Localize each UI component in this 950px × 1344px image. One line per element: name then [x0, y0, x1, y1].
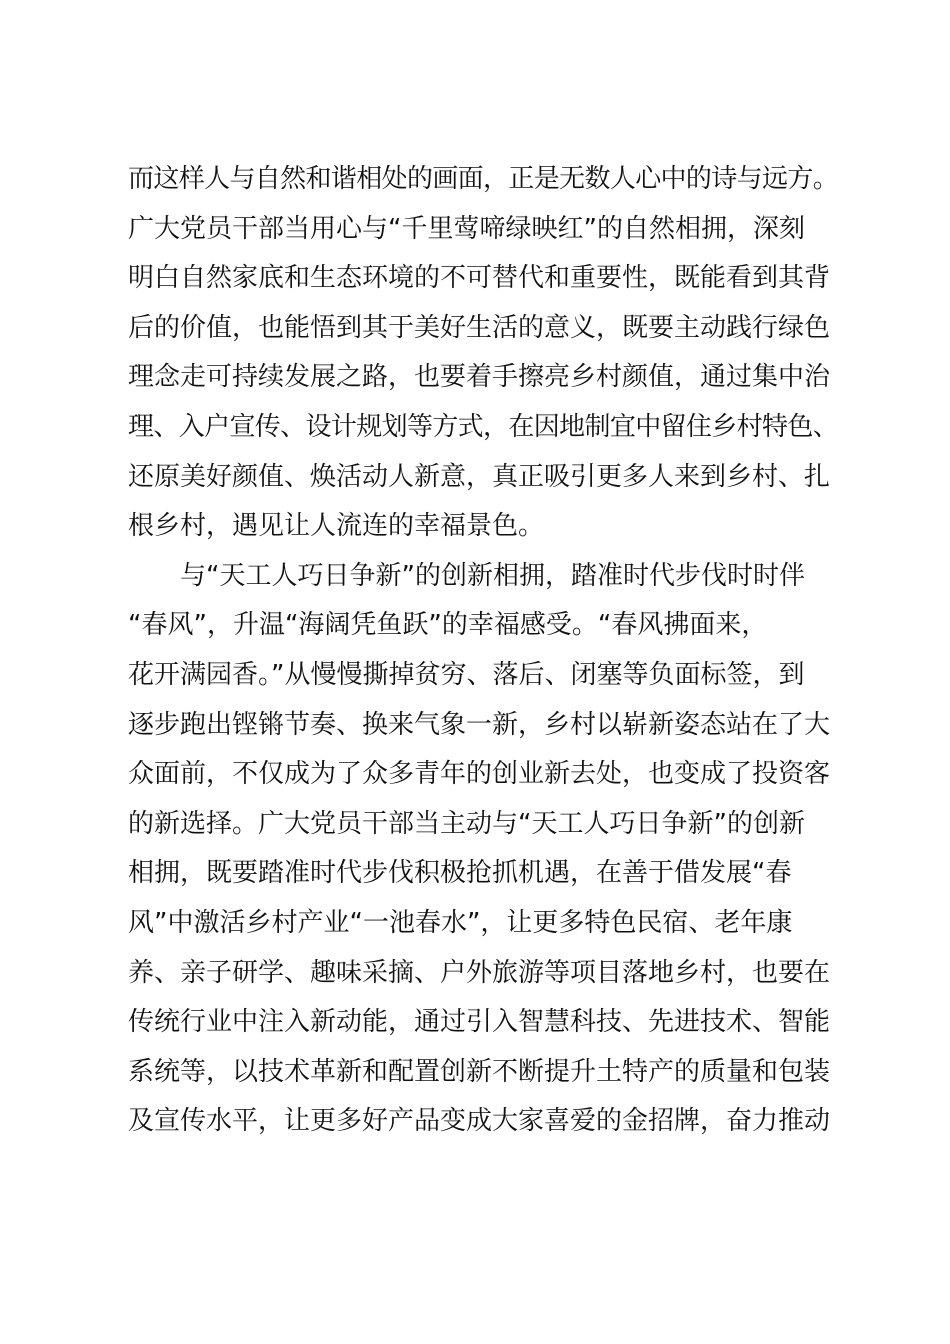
text-line: 系统等，以技术革新和配置创新不断提升土特产的质量和包装 — [128, 1056, 831, 1087]
text-line: 及宣传水平，让更多好产品变成大家喜爱的金招牌，奋力推动 — [128, 1106, 831, 1137]
text-line: 养、亲子研学、趣味采摘、户外旅游等项目落地乡村，也要在 — [128, 957, 831, 988]
text-line: 的新选择。广大党员干部当主动与“天工人巧日争新”的创新 — [128, 808, 805, 839]
text-line: 理、入户宣传、设计规划等方式，在因地制宜中留住乡村特色、 — [128, 411, 839, 442]
text-line: 逐步跑出铿锵节奏、换来气象一新，乡村以崭新姿态站在了大 — [128, 709, 831, 740]
body-text — [128, 155, 838, 1147]
text-line: “春风”，升温“海阔凭鱼跃”的幸福感受。“春风拂面来， — [128, 610, 768, 641]
text-line: 风”中激活乡村产业“一池春水”，让更多特色民宿、老年康 — [128, 907, 793, 938]
text-line: 还原美好颜值、焕活动人新意，真正吸引更多人来到乡村、扎 — [128, 461, 831, 492]
paragraph-start-line: 与“天工人巧日争新”的创新相拥，踏准时代步伐时时伴 — [180, 560, 805, 591]
text-line: 广大党员干部当用心与“千里莺啼绿映红”的自然相拥，深刻 — [128, 213, 805, 244]
text-line: 根乡村，遇见让人流连的幸福景色。 — [128, 511, 545, 542]
text-line: 传统行业中注入新动能，通过引入智慧科技、先进技术、智能 — [128, 1007, 831, 1038]
text-line: 花开满园香。”从慢慢撕掉贫穷、落后、闭塞等负面标签，到 — [128, 659, 805, 690]
text-line: 众面前，不仅成为了众多青年的创业新去处，也变成了投资客 — [128, 759, 831, 790]
text-line: 后的价值，也能悟到其于美好生活的意义，既要主动践行绿色 — [128, 312, 831, 343]
text-line: 相拥，既要踏准时代步伐积极抢抓机遇，在善于借发展“春 — [128, 858, 792, 889]
text-line: 理念走可持续发展之路，也要着手擦亮乡村颜值，通过集中治 — [128, 362, 831, 393]
text-line: 明白自然家底和生态环境的不可替代和重要性，既能看到其背 — [128, 263, 831, 294]
text-line: 而这样人与自然和谐相处的画面，正是无数人心中的诗与远方。 — [128, 164, 839, 194]
